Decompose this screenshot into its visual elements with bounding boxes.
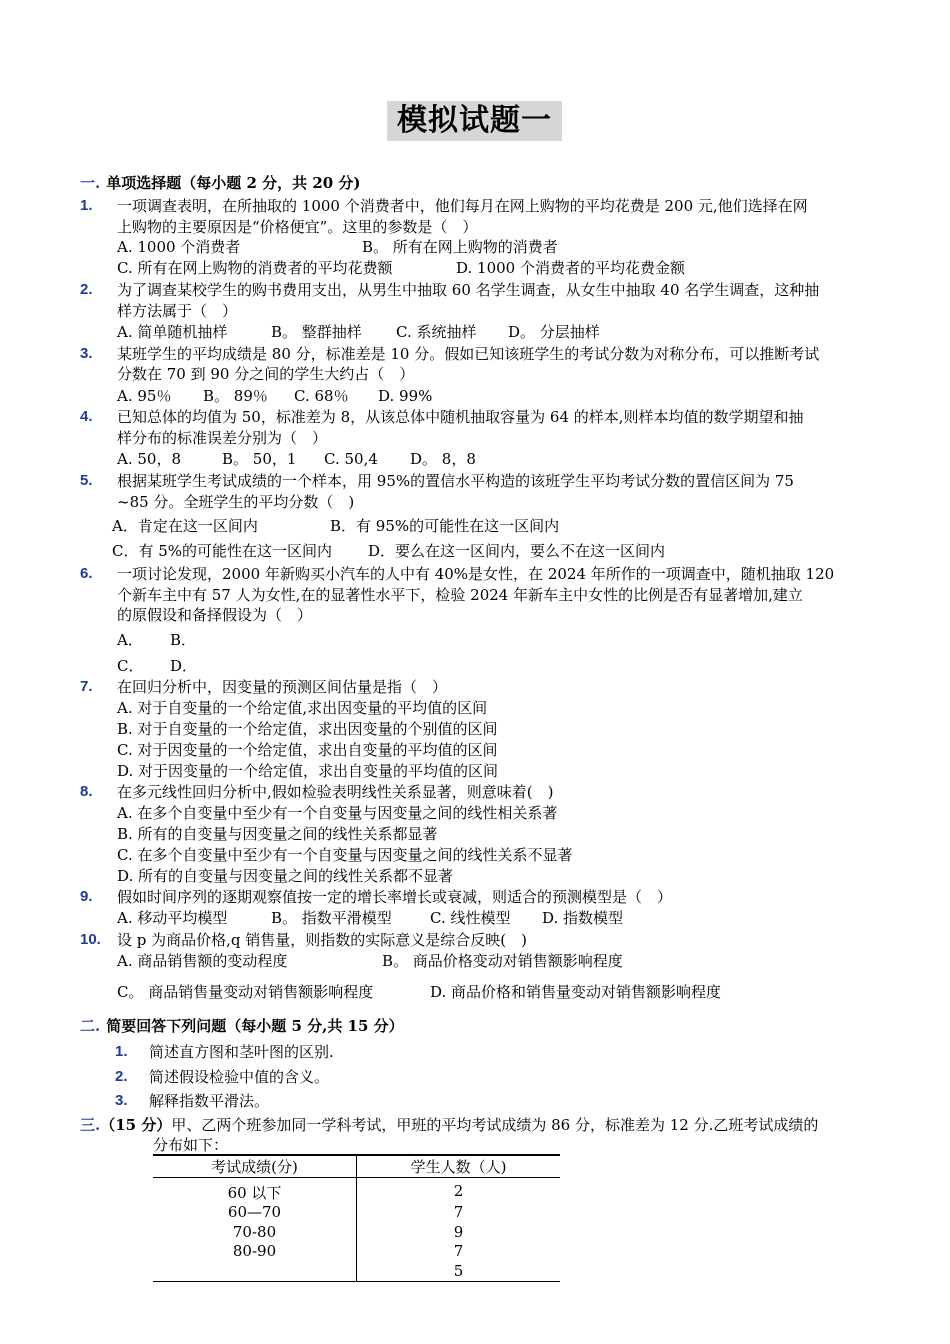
question-7-option-b: B. 对于自变量的一个给定值，求出因变量的个别值的区间	[117, 720, 498, 738]
score-cell	[153, 1262, 357, 1282]
question-10-option-d: D. 商品价格和销售量变动对销售额影响程度	[430, 983, 722, 1001]
question-6-option-c: C．	[117, 657, 144, 675]
score-cell: 60 以下	[153, 1182, 357, 1203]
question-2-line-1: 为了调查某校学生的购书费用支出，从男生中抽取 60 名学生调查，从女生中抽取 40 名学生调查，这种抽	[117, 281, 820, 299]
question-4-option-d: D。 8，8	[410, 450, 476, 468]
section-3-text-line-2: 分布如下：	[153, 1136, 229, 1154]
question-10-option-b: B。 商品价格变动对销售额影响程度	[382, 952, 623, 970]
question-9-number: 9.	[80, 888, 93, 905]
question-8-number: 8.	[80, 783, 93, 800]
question-6-option-b: B．	[170, 631, 197, 649]
question-3-option-c: C. 68％	[294, 387, 349, 405]
question-2-option-c: C. 系统抽样	[396, 323, 477, 341]
question-7-option-a: A. 对于自变量的一个给定值,求出因变量的平均值的区间	[117, 699, 488, 717]
question-3-option-a: A. 95％	[117, 387, 172, 405]
table-row	[153, 1203, 560, 1223]
count-cell: 5	[357, 1262, 561, 1282]
question-6-line-1: 一项讨论发现，2000 年新购买小汽车的人中有 40%是女性，在 2024 年所作的一项调查中，随机抽取 120	[117, 565, 835, 583]
section-3-number: 三.	[80, 1116, 101, 1134]
short-answer-2-number: 2.	[115, 1068, 128, 1085]
question-1-option-b: B。 所有在网上购物的消费者	[362, 238, 558, 256]
question-1-option-d: D. 1000 个消费者的平均花费金额	[456, 259, 685, 277]
question-3-option-b: B。 89％	[203, 387, 268, 405]
question-5-option-a: A．肯定在这一区间内	[112, 517, 258, 535]
question-4-option-a: A. 50，8	[117, 450, 181, 468]
question-6-option-d: D．	[170, 657, 198, 675]
question-8-option-c: C. 在多个自变量中至少有一个自变量与因变量之间的线性关系不显著	[117, 846, 573, 864]
question-8-option-d: D. 所有的自变量与因变量之间的线性关系都不显著	[117, 867, 454, 885]
question-1-option-c: C. 所有在网上购物的消费者的平均花费额	[117, 259, 393, 277]
short-answer-1-number: 1.	[115, 1043, 128, 1060]
question-9-option-d: D. 指数模型	[542, 909, 624, 927]
table-header-row	[153, 1155, 560, 1178]
score-distribution-table	[153, 1154, 560, 1282]
short-answer-3-text: 解释指数平滑法。	[149, 1092, 270, 1110]
question-10-option-c: C。 商品销售量变动对销售额影响程度	[117, 983, 374, 1001]
table-row	[153, 1223, 560, 1243]
question-6-number: 6.	[80, 565, 93, 582]
question-5-line-2: ~85 分。全班学生的平均分数（ )	[117, 493, 355, 511]
question-5-number: 5.	[80, 472, 93, 489]
question-1-option-a: A. 1000 个消费者	[117, 238, 241, 256]
question-3-line-2: 分数在 70 到 90 分之间的学生大约占（ ）	[117, 365, 415, 383]
section-1-heading	[80, 173, 361, 193]
question-2-option-d: D。 分层抽样	[508, 323, 600, 341]
question-5-option-d: D．要么在这一区间内，要么不在这一区间内	[368, 542, 666, 560]
question-7-number: 7.	[80, 678, 93, 695]
short-answer-3-number: 3.	[115, 1092, 128, 1109]
table-row	[153, 1242, 560, 1262]
question-5-option-c: C．有 5%的可能性在这一区间内	[112, 542, 333, 560]
question-6-option-a: A．	[117, 631, 143, 649]
column-header-count: 学生人数（人)	[357, 1155, 561, 1178]
question-8-option-b: B. 所有的自变量与因变量之间的线性关系都显著	[117, 825, 438, 843]
question-1-line-2: 上购物的主要原因是“价格便宜”。这里的参数是（ ）	[117, 218, 478, 236]
section-1-title: 单项选择题（每小题 2 分，共 20 分)	[106, 174, 361, 192]
question-6-line-2: 个新车主中有 57 人为女性,在的显著性水平下，检验 2024 年新车主中女性的比例是否有显著增加,建立	[117, 586, 803, 604]
question-3-option-d: D. 99%	[378, 387, 433, 405]
question-3-line-1: 某班学生的平均成绩是 80 分，标准差是 10 分。假如已知该班学生的考试分数为对称分布，可以推断考试	[117, 345, 820, 363]
count-cell: 7	[453, 1242, 464, 1260]
question-9-option-a: A. 移动平均模型	[117, 909, 228, 927]
question-1-line-1: 一项调查表明，在所抽取的 1000 个消费者中，他们每月在网上购物的平均花费是 200 元,他们选择在网	[117, 197, 808, 215]
question-6-line-3: 的原假设和备择假设为（ ）	[117, 606, 313, 624]
question-5-option-b: B．有 95%的可能性在这一区间内	[330, 517, 560, 535]
table-row	[153, 1262, 560, 1282]
question-8-line-1: 在多元线性回归分析中,假如检验表明线性关系显著，则意味着( )	[117, 783, 554, 801]
question-7-line-1: 在回归分析中，因变量的预测区间估量是指（ ）	[117, 678, 448, 696]
question-4-number: 4.	[80, 408, 93, 425]
table-row	[153, 1182, 560, 1203]
question-4-option-b: B。 50，1	[222, 450, 297, 468]
section-3-points: （15 分）	[100, 1116, 172, 1134]
question-4-line-2: 样分布的标准误差分别为（ ）	[117, 429, 328, 447]
question-8-option-a: A. 在多个自变量中至少有一个自变量与因变量之间的线性相关系著	[117, 804, 558, 822]
score-cell: 80-90	[153, 1242, 357, 1262]
question-4-line-1: 已知总体的均值为 50，标准差为 8，从该总体中随机抽取容量为 64 的样本,则样本均值的数学期望和抽	[117, 408, 804, 426]
question-5-line-1: 根据某班学生考试成绩的一个样本，用 95%的置信水平构造的该班学生平均考试分数的置信区间为 75	[117, 472, 794, 490]
question-2-line-2: 样方法属于（ ）	[117, 302, 238, 320]
question-10-number: 10.	[80, 931, 101, 948]
question-9-line-1: 假如时间序列的逐期观察值按一定的增长率增长或衰减，则适合的预测模型是（ ）	[117, 888, 673, 906]
short-answer-2-text: 简述假设检验中值的含义。	[149, 1068, 330, 1086]
page-title: 模拟试题一	[387, 101, 562, 141]
section-2-number: 二.	[80, 1017, 101, 1035]
column-header-score: 考试成绩(分)	[153, 1155, 357, 1178]
question-1-number: 1.	[80, 197, 93, 214]
section-2-title: 简要回答下列问题（每小题 5 分,共 15 分）	[106, 1017, 404, 1035]
score-cell: 60—70	[153, 1203, 357, 1223]
question-7-option-c: C. 对于因变量的一个给定值，求出自变量的平均值的区间	[117, 741, 498, 759]
score-cell: 70-80	[153, 1223, 357, 1243]
section-2-heading	[80, 1016, 404, 1036]
question-2-number: 2.	[80, 281, 93, 298]
question-10-option-a: A. 商品销售额的变动程度	[117, 952, 288, 970]
section-3-heading	[80, 1115, 818, 1135]
question-10-line-1: 设 p 为商品价格,q 销售量，则指数的实际意义是综合反映( )	[117, 931, 527, 949]
question-3-number: 3.	[80, 345, 93, 362]
count-cell: 2	[453, 1182, 464, 1200]
section-1-number: 一.	[80, 174, 101, 192]
question-2-option-a: A. 简单随机抽样	[117, 323, 228, 341]
question-9-option-c: C. 线性模型	[430, 909, 511, 927]
count-cell: 9	[453, 1222, 464, 1241]
section-3-text-line-1: 甲、乙两个班参加同一学科考试，甲班的平均考试成绩为 86 分，标准差为 12 分.乙班考试成绩的	[171, 1116, 819, 1134]
question-7-option-d: D. 对于因变量的一个给定值，求出自变量的平均值的区间	[117, 762, 499, 780]
question-4-option-c: C. 50,4	[324, 450, 378, 468]
question-2-option-b: B。 整群抽样	[271, 323, 362, 341]
count-cell: 7	[453, 1203, 464, 1221]
question-9-option-b: B。 指数平滑模型	[271, 909, 392, 927]
short-answer-1-text: 简述直方图和茎叶图的区别.	[149, 1043, 334, 1061]
